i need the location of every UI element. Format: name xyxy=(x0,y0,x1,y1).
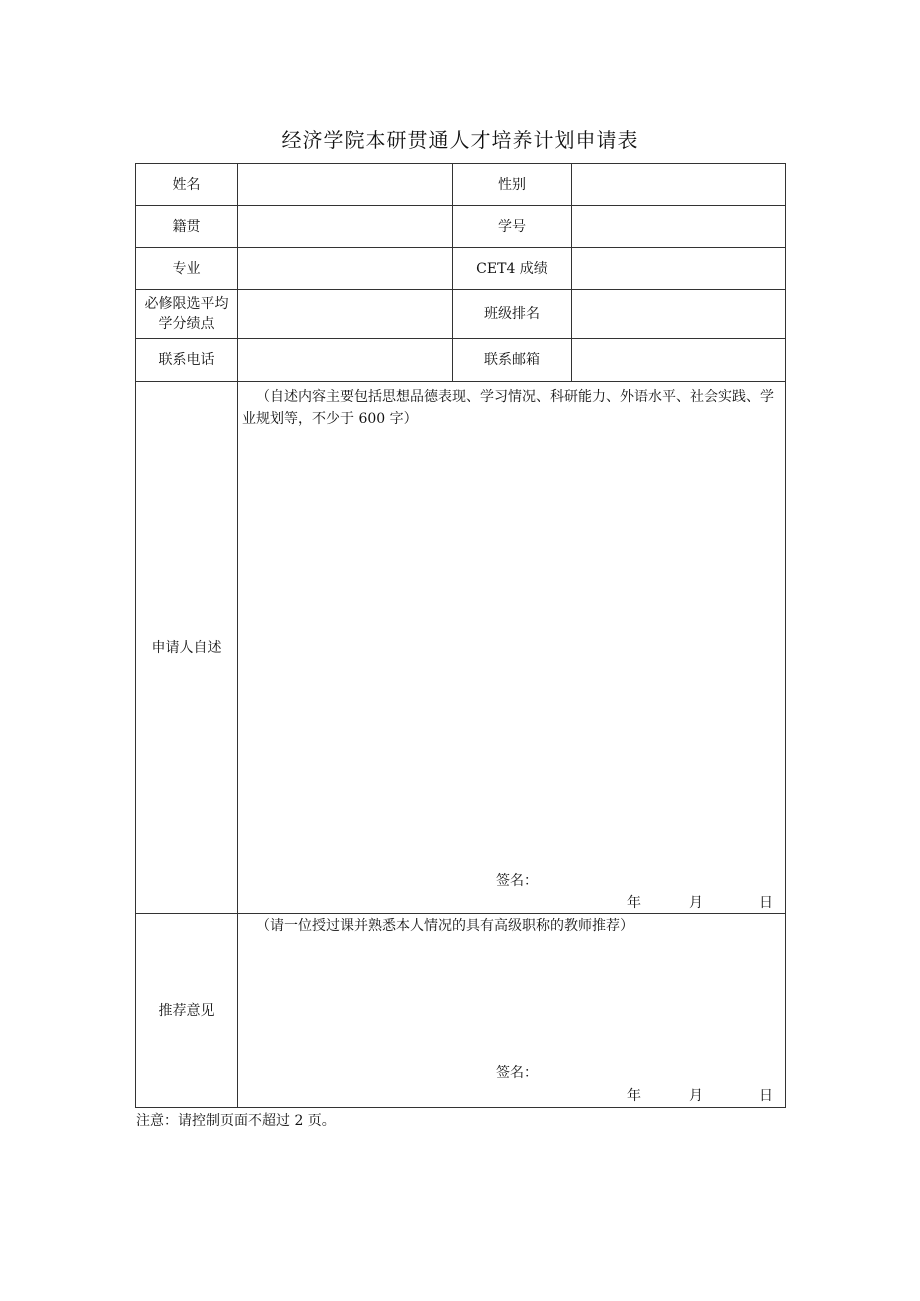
table-row xyxy=(136,164,786,206)
student-id-field[interactable] xyxy=(572,206,786,248)
statement-date xyxy=(627,892,773,912)
gpa-field[interactable] xyxy=(238,290,453,339)
year-label: 年 xyxy=(627,895,641,911)
page-note: 注意：请控制页面不超过 2 页。 xyxy=(136,1113,336,1129)
major-label: 专业 xyxy=(136,248,238,290)
name-label: 姓名 xyxy=(136,164,238,206)
statement-hint: （自述内容主要包括思想品德表现、学习情况、科研能力、外语水平、社会实践、学业规划等，不少于 600 字） xyxy=(242,389,774,427)
month-label: 月 xyxy=(689,1088,703,1104)
gender-label: 性别 xyxy=(453,164,572,206)
name-field[interactable] xyxy=(238,164,453,206)
email-field[interactable] xyxy=(572,339,786,382)
recommendation-row xyxy=(136,914,786,1108)
table-row xyxy=(136,248,786,290)
statement-signature-label: 签名： xyxy=(496,873,538,889)
recommendation-field[interactable] xyxy=(238,914,786,1108)
gpa-label xyxy=(136,290,238,339)
gpa-label-text: 必修限选平均学分绩点 xyxy=(144,296,229,332)
statement-label: 申请人自述 xyxy=(136,382,238,914)
hometown-label: 籍贯 xyxy=(136,206,238,248)
day-label: 日 xyxy=(759,895,773,911)
day-label: 日 xyxy=(759,1088,773,1104)
recommendation-hint: （请一位授过课并熟悉本人情况的具有高级职称的教师推荐） xyxy=(256,918,634,934)
student-id-label: 学号 xyxy=(453,206,572,248)
gender-field[interactable] xyxy=(572,164,786,206)
recommendation-signature-label: 签名： xyxy=(496,1065,538,1081)
class-rank-field[interactable] xyxy=(572,290,786,339)
table-row xyxy=(136,206,786,248)
phone-field[interactable] xyxy=(238,339,453,382)
email-label: 联系邮箱 xyxy=(453,339,572,382)
statement-row xyxy=(136,382,786,914)
year-label: 年 xyxy=(627,1088,641,1104)
form-title: 经济学院本研贯通人才培养计划申请表 xyxy=(281,128,639,152)
cet4-field[interactable] xyxy=(572,248,786,290)
statement-field[interactable] xyxy=(238,382,786,914)
recommendation-label: 推荐意见 xyxy=(136,914,238,1108)
month-label: 月 xyxy=(689,895,703,911)
phone-label: 联系电话 xyxy=(136,339,238,382)
table-row xyxy=(136,339,786,382)
application-form-table xyxy=(135,163,786,1108)
major-field[interactable] xyxy=(238,248,453,290)
class-rank-label: 班级排名 xyxy=(453,290,572,339)
recommendation-date xyxy=(627,1085,773,1105)
hometown-field[interactable] xyxy=(238,206,453,248)
table-row xyxy=(136,290,786,339)
cet4-label: CET4 成绩 xyxy=(453,248,572,290)
